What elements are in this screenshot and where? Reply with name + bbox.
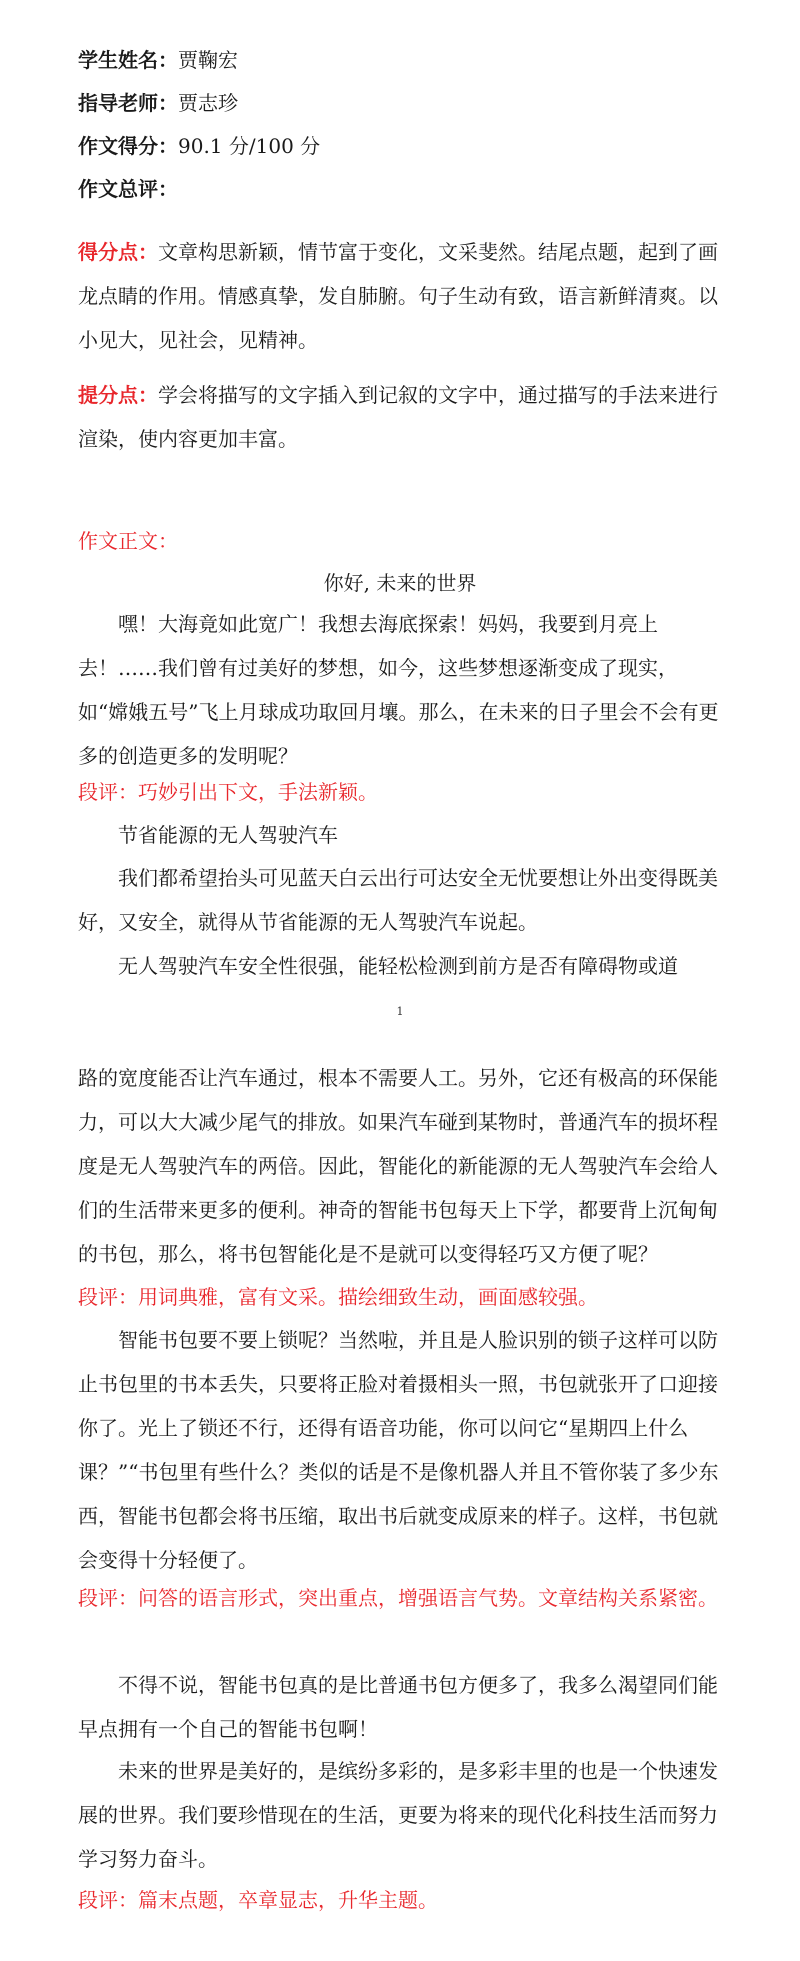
merit-label: 得分点： [78,240,158,264]
essay-paragraph-2: 我们都希望抬头可见蓝天白云出行可达安全无忧要想让外出变得既美好，又安全，就得从节省能源的无人驾驶汽车说起。 [78,866,718,934]
page-number: 1 [396,1005,404,1018]
teacher-label: 指导老师： [78,91,178,115]
student-name-value: 贾鞠宏 [178,48,238,72]
student-name-line [78,46,238,74]
essay-subtitle: 节省能源的无人驾驶汽车 [118,823,338,847]
essay-paragraph-5: 不得不说，智能书包真的是比普通书包方便多了，我多么渴望同们能早点拥有一个自己的智能书包啊！ [78,1673,718,1741]
merit-text: 文章构思新颖，情节富于变化，文采斐然。结尾点题，起到了画龙点睛的作用。情感真挚，发自肺腑。句子生动有致，语言新鲜清爽。以小见大，见社会，见精神。 [78,240,718,352]
essay-paragraph-3-start: 无人驾驶汽车安全性很强，能轻松检测到前方是否有障碍物或道 [118,954,678,978]
essay-section-label: 作文正文： [78,529,178,553]
summary-label: 作文总评： [78,177,178,201]
essay-paragraph-6: 未来的世界是美好的，是缤纷多彩的，是多彩丰里的也是一个快速发展的世界。我们要珍惜现在的生活，更要为将来的现代化科技生活而努力学习努力奋斗。 [78,1759,718,1871]
paragraph-comment-2: 段评：用词典雅，富有文采。描绘细致生动，画面感较强。 [78,1285,598,1309]
essay-paragraph-3-continued: 路的宽度能否让汽车通过，根本不需要人工。另外，它还有极高的环保能力，可以大大减少尾气的排放。如果汽车碰到某物时，普通汽车的损坏程度是无人驾驶汽车的两倍。因此，智能化的新能源的无人驾驶汽车会给人们的生活带来更多的便利。神奇的智能书包每天上下学，都要背上沉甸甸的书包，那么，将书包智能化是不是就可以变得轻巧又方便了呢？ [78,1066,718,1266]
improve-text: 学会将描写的文字插入到记叙的文字中，通过描写的手法来进行渲染，使内容更加丰富。 [78,383,718,451]
score-line [78,132,320,160]
essay-paragraph-1: 嘿！大海竟如此宽广！我想去海底探索！妈妈，我要到月亮上去！……我们曾有过美好的梦想，如今，这些梦想逐渐变成了现实，如“嫦娥五号”飞上月球成功取回月壤。那么，在未来的日子里会不会有更多的创造更多的发明呢？ [78,612,719,768]
merit-paragraph [78,230,723,362]
score-value: 90.1 分/100 分 [178,134,321,158]
improve-label: 提分点： [78,383,158,407]
paragraph-comment-3: 段评：问答的语言形式，突出重点，增强语言气势。文章结构关系紧密。 [78,1586,718,1610]
summary-line [78,175,178,203]
paragraph-comment-1: 段评：巧妙引出下文，手法新颖。 [78,780,378,804]
improve-paragraph [78,373,723,461]
teacher-value: 贾志珍 [178,91,238,115]
score-label: 作文得分： [78,134,178,158]
teacher-line [78,89,238,117]
paragraph-comment-4: 段评：篇末点题，卒章显志，升华主题。 [78,1888,438,1912]
essay-title: 你好, 未来的世界 [323,571,477,595]
essay-paragraph-4: 智能书包要不要上锁呢？当然啦，并且是人脸识别的锁子这样可以防止书包里的书本丢失，只要将正脸对着摄相头一照，书包就张开了口迎接你了。光上了锁还不行，还得有语音功能，你可以问它“星期四上什么课？”“书包里有些什么？类似的话是不是像机器人并且不管你装了多少东西，智能书包都会将书压缩，取出书后就变成原来的样子。这样，书包就会变得十分轻便了。 [78,1328,719,1572]
student-name-label: 学生姓名： [78,48,178,72]
